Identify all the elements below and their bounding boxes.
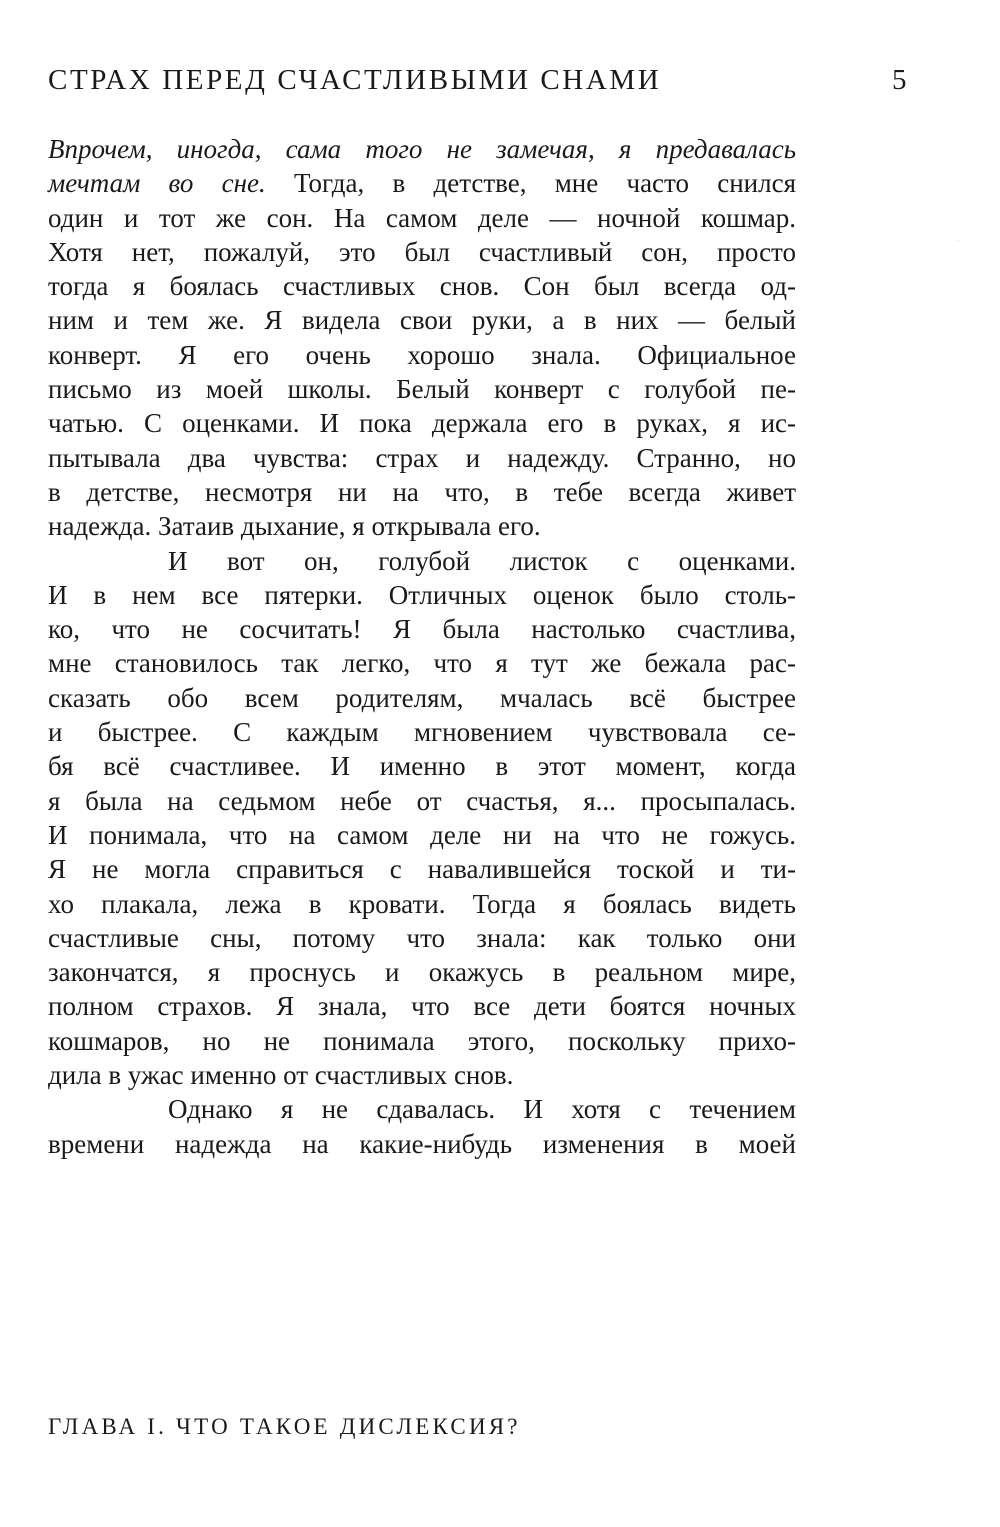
text-line: конверт. Я его очень хорошо знала. Официальное [48,339,796,370]
text-line: И в нем все пятерки. Отличных оценок было столь- [48,579,796,610]
text-line: полном страхов. Я знала, что все дети боятся ночных [48,991,796,1022]
text-line: бя всё счастливее. И именно в этот момент, когда [48,751,796,782]
text-line: тогда я боялась счастливых снов. Сон был всегда од- [48,271,796,302]
text-line: пытывала два чувства: страх и надежду. Странно, но [48,442,796,473]
text-line: хо плакала, лежа в кровати. Тогда я боялась видеть [48,888,796,919]
text-line: счастливые сны, потому что знала: как только они [48,922,796,953]
text-line: мне становилось так легко, что я тут же бежала рас- [48,648,796,679]
text-line: чатью. С оценками. И пока держала его в руках, я ис- [48,408,796,439]
text-line: дила в ужас именно от счастливых снов. [48,1060,514,1091]
text-line: надежда. Затаив дыхание, я открывала его. [48,511,541,542]
italic-phrase: Впрочем, иногда, сама того не замечая, я предавалась [48,134,796,164]
page-number: 5 [892,64,907,96]
text-line: ним и тем же. Я видела свои руки, а в них — белый [48,305,796,336]
text-line: Хотя нет, пожалуй, это был счастливый сон, просто [48,236,796,267]
page-edge-speck [958,240,959,241]
text-line [48,132,796,166]
text-line: я была на седьмом небе от счастья, я... просыпалась. [48,785,796,816]
text-line: закончатся, я проснусь и окажусь в реальном мире, [48,957,796,988]
text-line: письмо из моей школы. Белый конверт с голубой пе- [48,374,796,405]
paragraph-first-line: И вот он, голубой листок с оценками. [168,545,796,576]
body-text [48,132,796,1161]
text-line: И понимала, что на самом деле ни на что не гожусь. [48,819,796,850]
italic-phrase: мечтам во сне. [48,168,266,199]
text-line: кошмаров, но не понимала этого, поскольку прихо- [48,1025,796,1056]
chapter-footer: ГЛАВА I. ЧТО ТАКОЕ ДИСЛЕКСИЯ? [48,1414,521,1439]
text-line: сказать обо всем родителям, мчалась всё быстрее [48,682,796,713]
text-line: времени надежда на какие-нибудь изменения в моей [48,1128,796,1159]
paragraph-first-line: Однако я не сдавалась. И хотя с течением [168,1094,796,1125]
text-line: ко, что не сосчитать! Я была настолько счастлива, [48,614,796,645]
text-line: Я не могла справиться с навалившейся тоской и ти- [48,854,796,885]
text-line: в детстве, несмотря ни на что, в тебе всегда живет [48,476,796,507]
running-head-title: СТРАХ ПЕРЕД СЧАСТЛИВЫМИ СНАМИ [48,64,662,96]
text-line: один и тот же сон. На самом деле — ночной кошмар. [48,202,796,233]
text-line: и быстрее. С каждым мгновением чувствовала се- [48,717,796,748]
text-fragment: Тогда, в детстве, мне часто снился [265,168,796,199]
text-line [48,166,796,200]
